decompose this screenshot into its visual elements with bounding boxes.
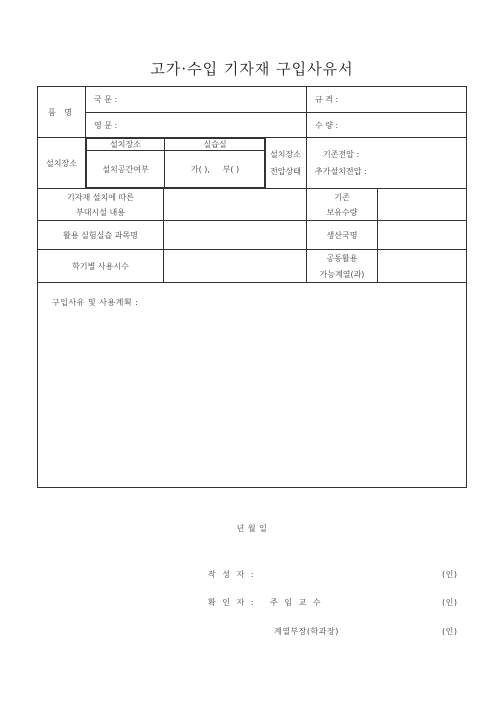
space-yes-option[interactable]: 가( ), [190, 164, 210, 174]
facility-field[interactable] [164, 189, 307, 221]
shared-use-field[interactable] [378, 250, 467, 283]
course-label: 활용 실험실습 과목명 [38, 221, 164, 250]
space-availability-label: 설치공간여부 [87, 151, 165, 188]
confirmer-role: 주 임 교 수 [270, 598, 323, 607]
country-label: 생산국명 [307, 221, 378, 250]
facility-label-line1: 기자재 설치에 따른 [67, 192, 134, 202]
semester-hours-label: 학기별 사용시수 [38, 250, 164, 283]
purchase-reason-area[interactable] [38, 283, 467, 488]
semester-hours-field[interactable] [164, 250, 307, 283]
purchase-reason-label: 구입사유 및 사용계획 : [52, 298, 139, 307]
voltage-status-label [265, 138, 307, 189]
spec-field[interactable]: 규 격 : [307, 87, 467, 113]
place-header: 설치장소 [87, 139, 165, 151]
confirmer-seal: (인) [442, 598, 458, 607]
location-subgrid [86, 138, 265, 189]
voltage-fields [307, 138, 467, 189]
voltage-status-label-line2: 전압상태 [270, 167, 301, 176]
space-choice[interactable] [165, 151, 266, 188]
confirmer-label: 확 인 자 : [208, 598, 256, 607]
owned-quantity-field[interactable] [378, 189, 467, 221]
english-name-field[interactable]: 영 문 : [86, 113, 307, 138]
course-field[interactable] [164, 221, 307, 250]
department-head-seal: (인) [442, 627, 458, 636]
voltage-status-label-line1: 설치장소 [270, 150, 301, 159]
country-field[interactable] [378, 221, 467, 250]
owned-quantity-label-line2: 보유수량 [326, 207, 358, 217]
author-seal: (인) [442, 570, 458, 579]
author-label: 작 성 자 : [208, 570, 256, 579]
additional-voltage-field[interactable]: 추가설치전압 : [315, 167, 367, 176]
existing-voltage-field[interactable]: 기존전압 : [323, 150, 360, 159]
korean-name-field[interactable]: 국 문 : [86, 87, 307, 113]
document-title: 고가·수입 기자재 구입사유서 [150, 60, 354, 78]
quantity-field[interactable]: 수 량 : [307, 113, 467, 138]
space-no-option[interactable]: 부( ) [222, 164, 240, 174]
item-name-label: 품 명 [38, 87, 86, 138]
lab-header: 실습실 [165, 139, 266, 151]
purchase-reason-form [37, 86, 467, 488]
shared-use-label-line1: 공동활용 [326, 253, 358, 263]
date-line: 년 월 일 [236, 524, 268, 533]
department-head-role: 계열부장(학과장) [274, 627, 339, 636]
shared-use-label-line2: 가능계열(과) [319, 269, 365, 279]
shared-use-label [307, 250, 378, 283]
owned-quantity-label [307, 189, 378, 221]
facility-label-line2: 부대시설 내용 [76, 207, 125, 217]
location-label: 설치장소 [38, 138, 86, 189]
owned-quantity-label-line1: 기존 [334, 192, 350, 202]
facility-label [38, 189, 164, 221]
